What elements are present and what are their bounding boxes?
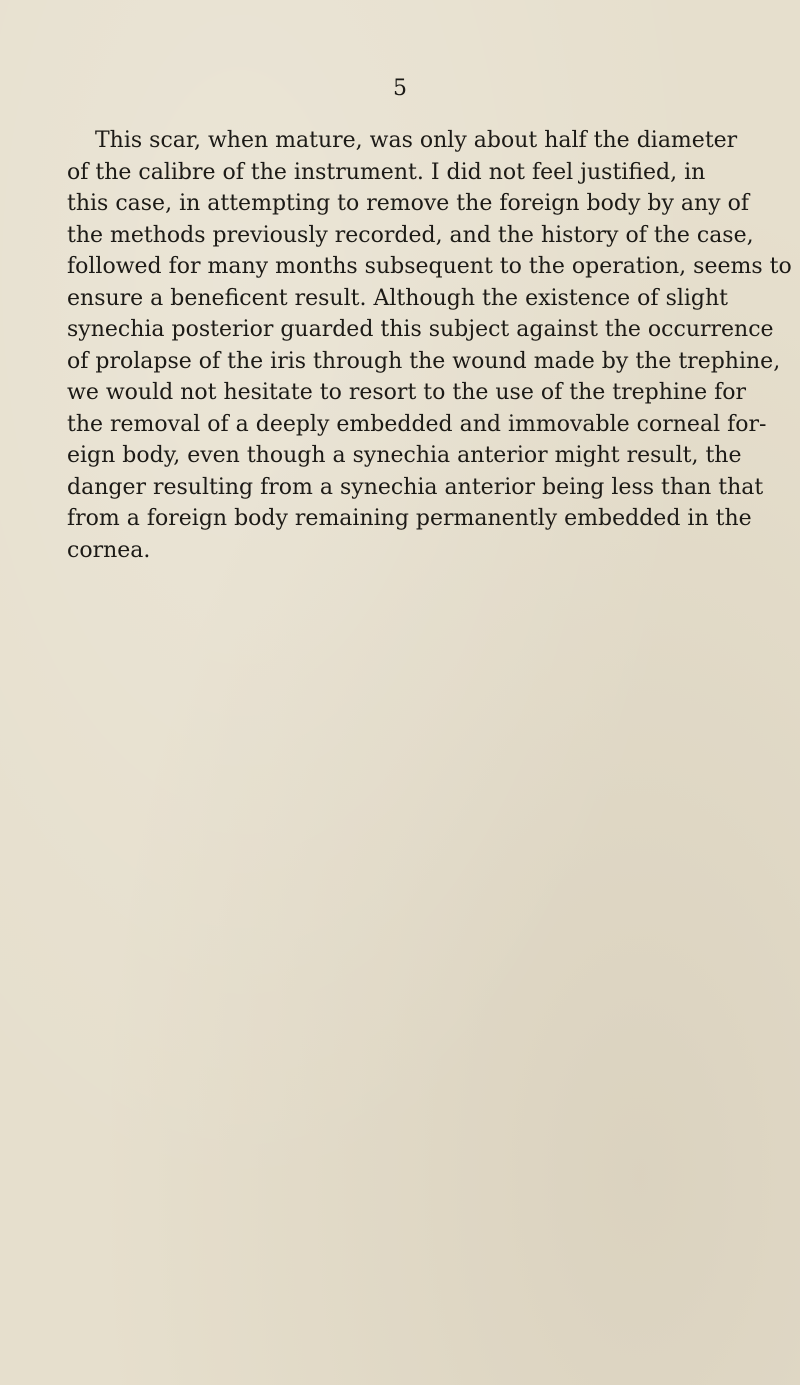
paragraph-line-2: of the calibre of the instrument. I did not feel justified, in	[67, 160, 706, 185]
paragraph-line-10: the removal of a deeply embedded and immovable corneal for-	[67, 412, 767, 437]
paragraph-line-14: cornea.	[67, 538, 151, 563]
paragraph-line-8: of prolapse of the iris through the wound made by the trephine,	[67, 349, 781, 374]
paragraph-line-9: we would not hesitate to resort to the use of the trephine for	[67, 380, 747, 405]
paragraph-line-13: from a foreign body remaining permanently embedded in the	[67, 506, 752, 531]
paragraph-line-12: danger resulting from a synechia anterior being less than that	[67, 475, 764, 500]
paragraph-line-7: synechia posterior guarded this subject against the occurrence	[67, 317, 774, 342]
page-number: 5	[393, 76, 407, 101]
paragraph-line-6: ensure a beneficent result. Although the existence of slight	[67, 286, 729, 311]
paragraph-line-4: the methods previously recorded, and the history of the case,	[67, 223, 754, 248]
paragraph-line-11: eign body, even though a synechia anterior might result, the	[67, 443, 742, 468]
paragraph-line-5: followed for many months subsequent to the operation, seems to	[67, 254, 792, 279]
paragraph-line-3: this case, in attempting to remove the foreign body by any of	[67, 191, 749, 216]
paragraph-line-1: This scar, when mature, was only about half the diameter	[95, 128, 738, 153]
